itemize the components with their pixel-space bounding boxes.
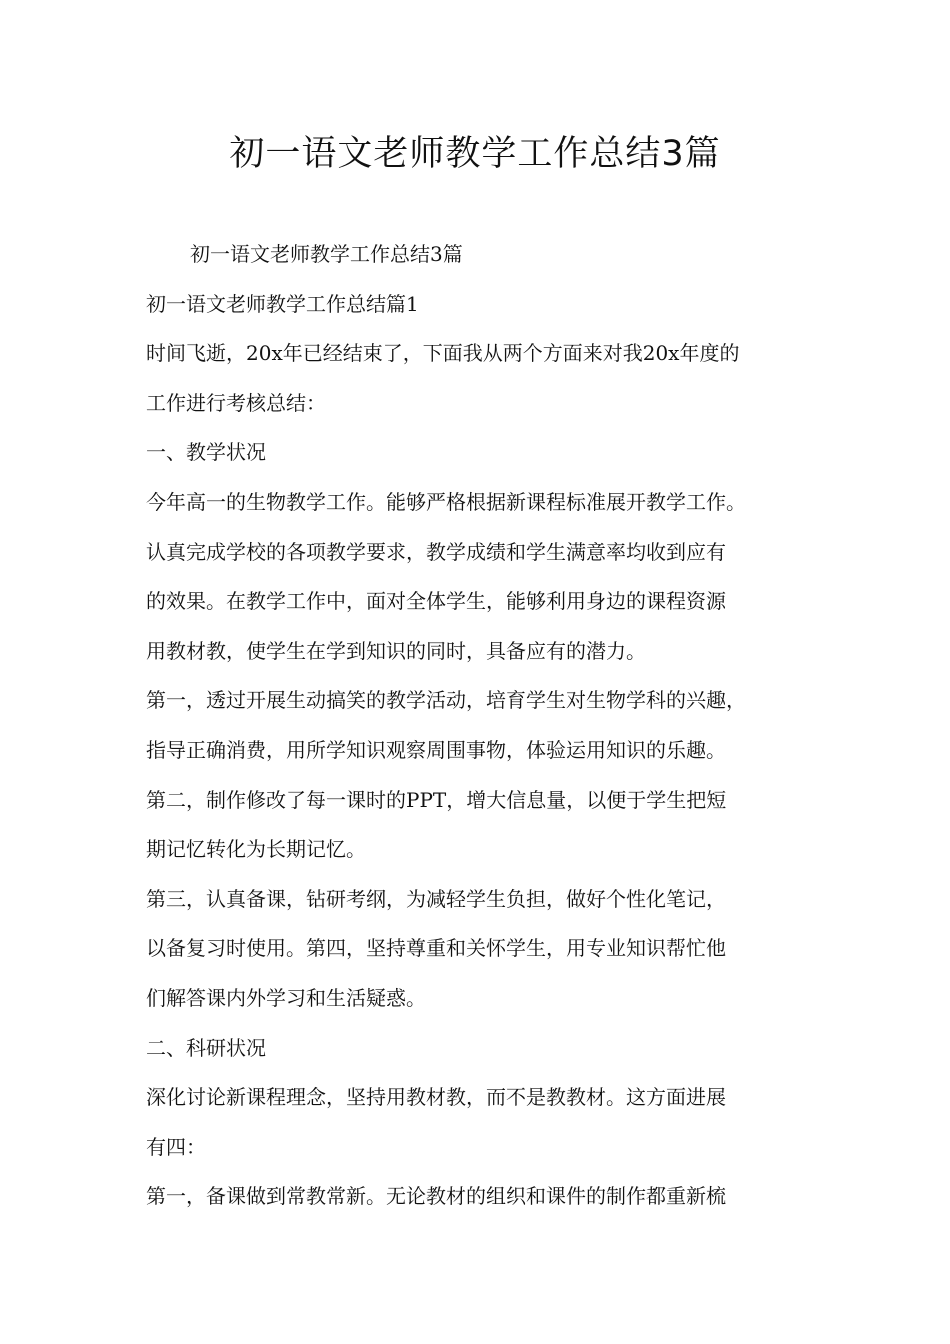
- text-line: 们解答课内外学习和生活疑惑。: [146, 985, 426, 1010]
- text-line: 指导正确消费，用所学知识观察周围事物，体验运用知识的乐趣。: [146, 737, 726, 762]
- text-line: 用教材教，使学生在学到知识的同时，具备应有的潜力。: [146, 638, 646, 663]
- text-line: 第三，认真备课，钻研考纲，为减轻学生负担，做好个性化笔记，: [146, 886, 726, 911]
- text-line: 认真完成学校的各项教学要求，教学成绩和学生满意率均收到应有: [146, 539, 726, 564]
- text-line: 期记忆转化为长期记忆。: [146, 837, 366, 862]
- text-line: 第二，制作修改了每一课时的PPT，增大信息量，以便于学生把短: [146, 787, 727, 812]
- section-heading: 二、科研状况: [146, 1035, 266, 1060]
- document-body: [146, 230, 836, 1222]
- text-line: 第一，透过开展生动搞笑的教学活动，培育学生对生物学科的兴趣，: [146, 688, 746, 713]
- subtitle-line: 初一语文老师教学工作总结3篇: [190, 242, 463, 266]
- text-line: 今年高一的生物教学工作。能够严格根据新课程标准展开教学工作。: [146, 489, 746, 514]
- section-heading: 一、教学状况: [146, 440, 266, 465]
- text-line: 初一语文老师教学工作总结篇1: [146, 291, 419, 316]
- document-title: 初一语文老师教学工作总结3篇: [229, 134, 721, 174]
- text-line: 工作进行考核总结：: [146, 390, 326, 415]
- text-line: 有四：: [146, 1134, 206, 1159]
- text-line: 的效果。在教学工作中，面对全体学生，能够利用身边的课程资源: [146, 589, 726, 614]
- text-line: 深化讨论新课程理念，坚持用教材教，而不是教教材。这方面进展: [146, 1085, 726, 1110]
- text-line: 以备复习时使用。第四，坚持尊重和关怀学生，用专业知识帮忙他: [146, 936, 726, 961]
- text-line: 时间飞逝，20x年已经结束了，下面我从两个方面来对我20x年度的: [146, 341, 740, 366]
- text-line: 第一，备课做到常教常新。无论教材的组织和课件的制作都重新梳: [146, 1184, 726, 1209]
